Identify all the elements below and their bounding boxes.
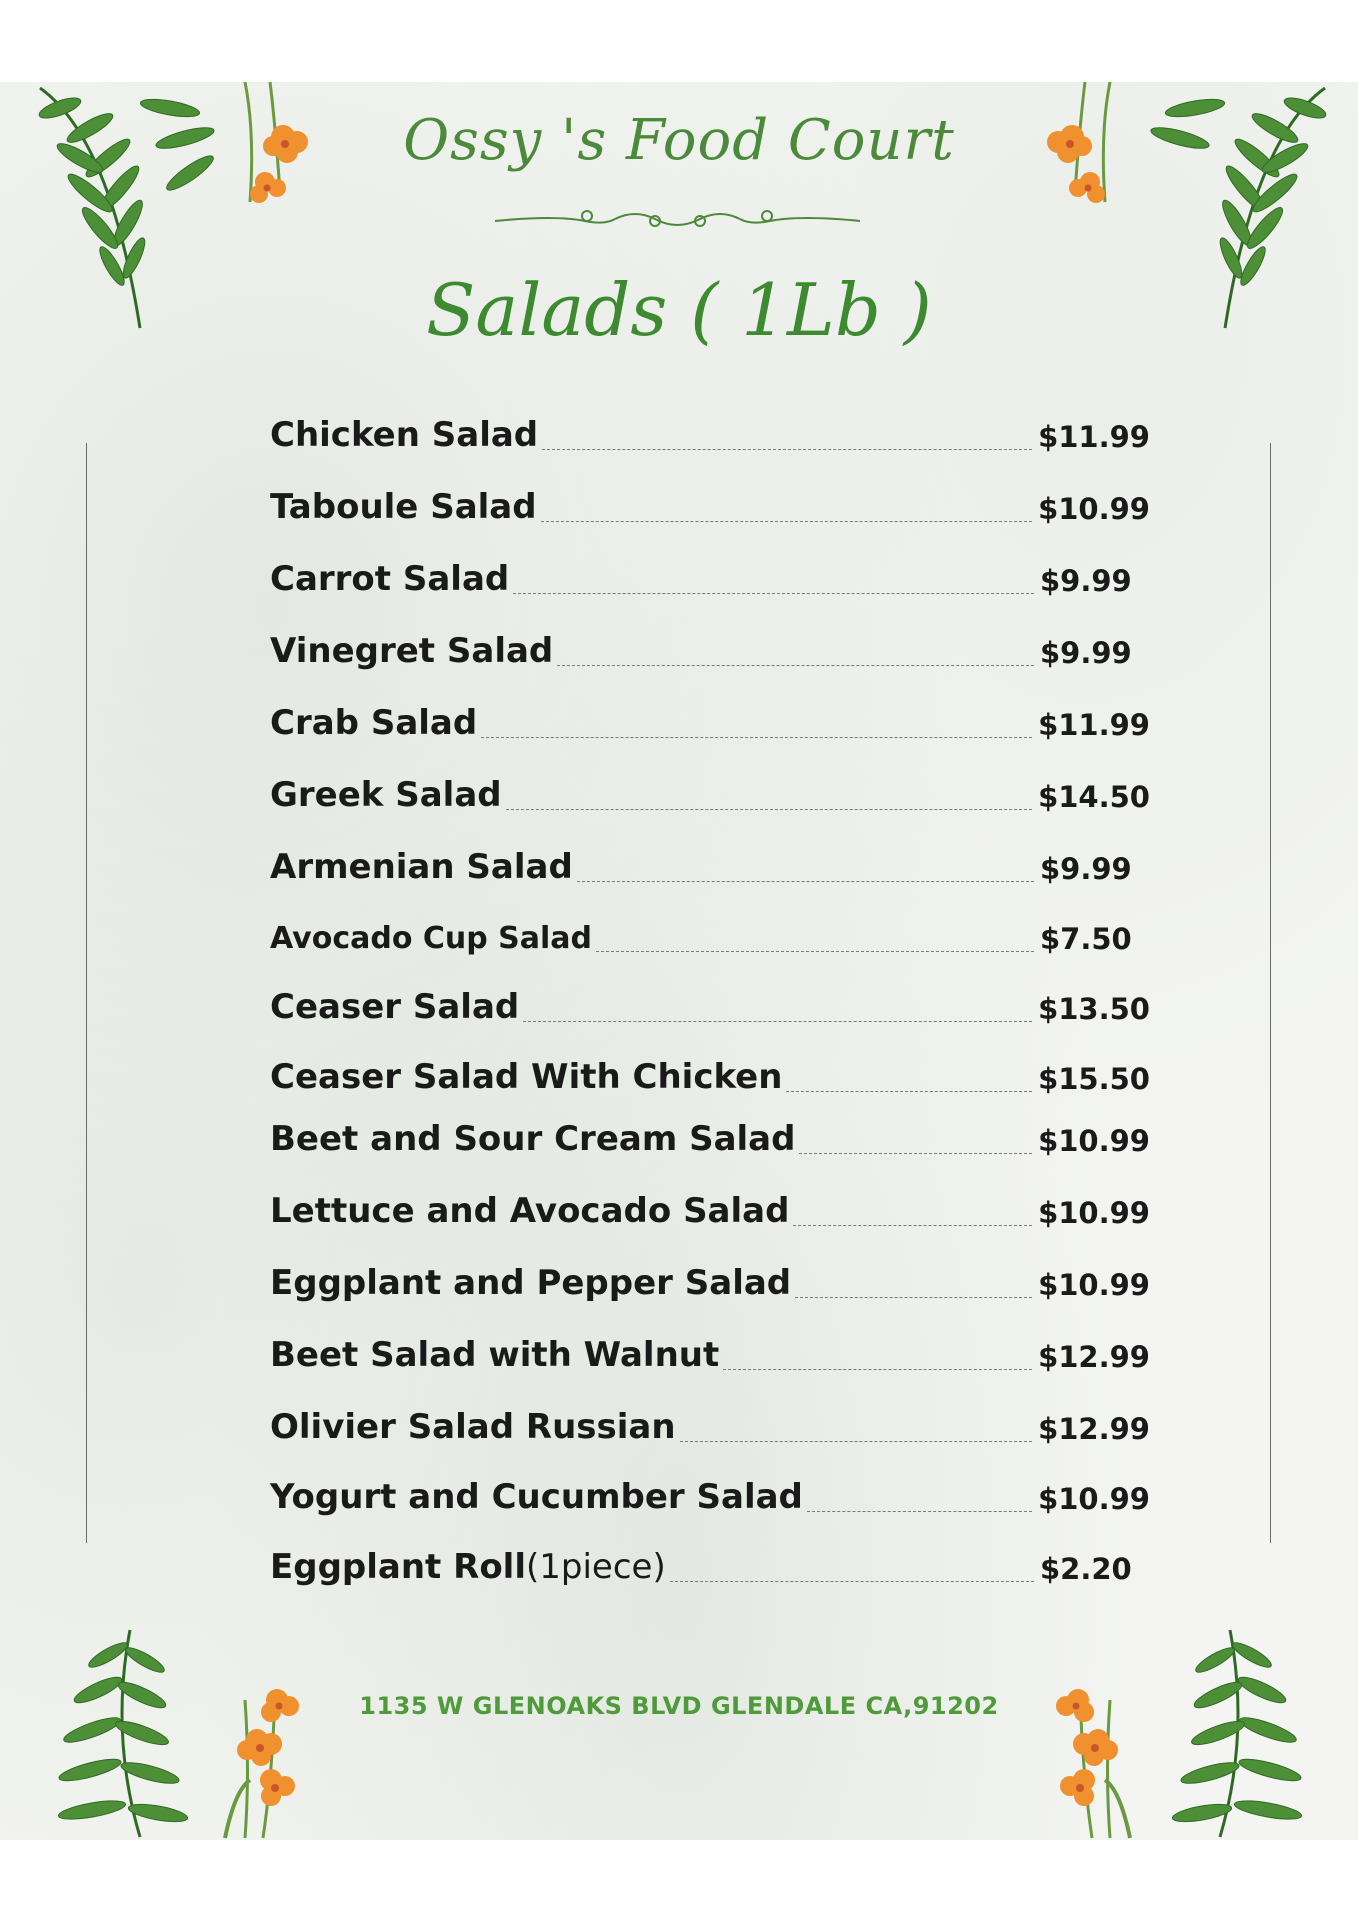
item-price: $14.50 bbox=[1038, 780, 1150, 814]
item-name: Ceaser Salad With Chicken bbox=[270, 1057, 783, 1097]
dotted-leader bbox=[723, 1369, 1032, 1370]
item-price: $10.99 bbox=[1038, 1268, 1150, 1302]
item-price: $12.99 bbox=[1038, 1340, 1150, 1374]
item-price: $10.99 bbox=[1038, 1196, 1150, 1230]
menu-item bbox=[270, 1400, 1150, 1447]
dotted-leader bbox=[513, 593, 1034, 594]
item-price: $7.50 bbox=[1040, 922, 1132, 956]
item-name: Crab Salad bbox=[270, 703, 478, 743]
dotted-leader bbox=[523, 1021, 1032, 1022]
dotted-leader bbox=[793, 1225, 1032, 1226]
item-name: Beet and Sour Cream Salad bbox=[270, 1119, 796, 1159]
dotted-leader bbox=[799, 1153, 1032, 1154]
address: 1135 W GLENOAKS BLVD GLENDALE CA,91202 bbox=[359, 1692, 999, 1720]
item-name: Taboule Salad bbox=[270, 487, 537, 527]
menu-item bbox=[270, 480, 1150, 527]
menu-item bbox=[270, 1540, 1150, 1587]
dotted-leader bbox=[542, 449, 1032, 450]
menu-item bbox=[270, 408, 1150, 455]
menu-item bbox=[270, 552, 1150, 599]
item-name: Chicken Salad bbox=[270, 415, 539, 455]
dotted-leader bbox=[541, 521, 1033, 522]
menu-item bbox=[270, 1328, 1150, 1375]
item-name: Lettuce and Avocado Salad bbox=[270, 1191, 790, 1231]
dotted-leader bbox=[786, 1091, 1032, 1092]
menu-item bbox=[270, 1112, 1150, 1159]
item-price: $15.50 bbox=[1038, 1062, 1150, 1096]
item-name: Armenian Salad bbox=[270, 847, 573, 887]
item-price: $13.50 bbox=[1038, 992, 1150, 1026]
dotted-leader bbox=[481, 737, 1032, 738]
item-price: $2.20 bbox=[1040, 1552, 1132, 1586]
menu-item bbox=[270, 980, 1150, 1027]
item-name: Yogurt and Cucumber Salad bbox=[270, 1477, 803, 1517]
item-name: Eggplant and Pepper Salad bbox=[270, 1263, 792, 1303]
item-name: Carrot Salad bbox=[270, 559, 510, 599]
item-price: $9.99 bbox=[1040, 852, 1132, 886]
dotted-leader bbox=[807, 1511, 1032, 1512]
item-name: Ceaser Salad bbox=[270, 987, 520, 1027]
dotted-leader bbox=[680, 1441, 1033, 1442]
dotted-leader bbox=[557, 665, 1034, 666]
item-name: Beet Salad with Walnut bbox=[270, 1335, 720, 1375]
item-price: $9.99 bbox=[1040, 636, 1132, 670]
restaurant-name: Ossy 's Food Court bbox=[403, 108, 955, 173]
item-name: Vinegret Salad bbox=[270, 631, 554, 671]
menu-item bbox=[270, 840, 1150, 887]
item-price: $12.99 bbox=[1038, 1412, 1150, 1446]
item-price: $9.99 bbox=[1040, 564, 1132, 598]
menu-item bbox=[270, 624, 1150, 671]
menu-item bbox=[270, 910, 1150, 954]
dotted-leader bbox=[670, 1581, 1034, 1582]
dotted-leader bbox=[506, 809, 1032, 810]
item-price: $11.99 bbox=[1038, 708, 1150, 742]
item-price: $10.99 bbox=[1038, 492, 1150, 526]
menu-item bbox=[270, 768, 1150, 815]
menu-item bbox=[270, 1050, 1150, 1097]
menu-item bbox=[270, 1470, 1150, 1517]
item-name: Avocado Cup Salad bbox=[270, 921, 593, 956]
menu-item bbox=[270, 1184, 1150, 1231]
dotted-leader bbox=[596, 951, 1034, 952]
menu-item bbox=[270, 696, 1150, 743]
section-title: Salads ( 1Lb ) bbox=[426, 268, 932, 352]
item-price: $11.99 bbox=[1038, 420, 1150, 454]
item-name: Greek Salad bbox=[270, 775, 502, 815]
item-name: Olivier Salad Russian bbox=[270, 1407, 676, 1447]
item-price: $10.99 bbox=[1038, 1482, 1150, 1516]
dotted-leader bbox=[795, 1297, 1032, 1298]
dotted-leader bbox=[577, 881, 1034, 882]
item-price: $10.99 bbox=[1038, 1124, 1150, 1158]
menu-item bbox=[270, 1256, 1150, 1303]
item-name: Eggplant Roll(1piece) bbox=[270, 1547, 666, 1587]
item-note: (1piece) bbox=[525, 1547, 666, 1587]
